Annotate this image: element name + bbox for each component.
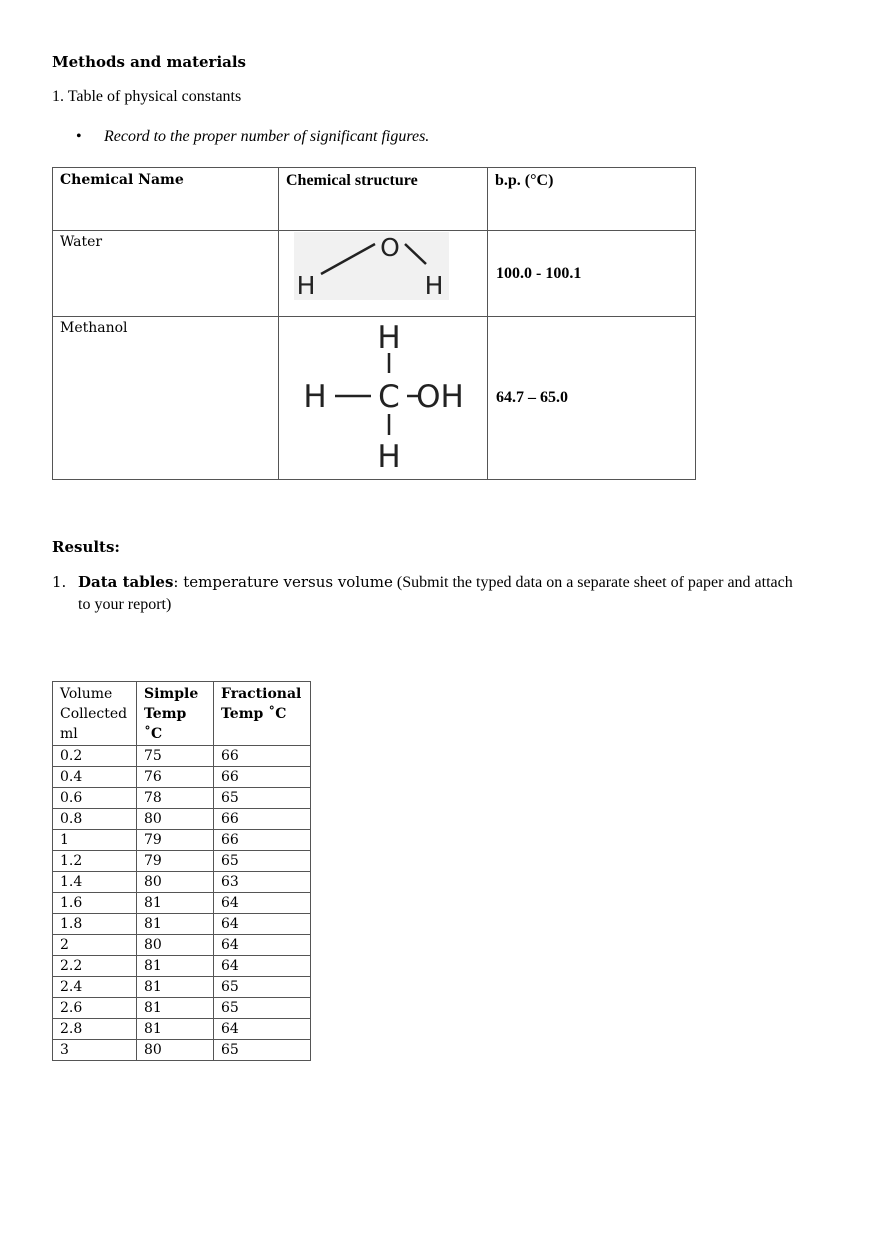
- volume-cell: 1.6: [53, 893, 137, 914]
- table-row: [53, 809, 311, 830]
- item-label: Data tables: [78, 573, 174, 591]
- table-row: [53, 956, 311, 977]
- header-line: Simple: [144, 686, 199, 702]
- results-heading: Results:: [52, 538, 120, 556]
- item-note-continuation: to your report): [78, 596, 172, 613]
- header-line: Temp: [144, 706, 187, 722]
- table-row: [53, 872, 311, 893]
- header-simple-temp: [137, 682, 214, 746]
- header-line: Volume: [60, 686, 113, 702]
- header-volume-collected: [53, 682, 137, 746]
- atom-oxygen: O: [380, 233, 400, 262]
- header-fractional-temp: [214, 682, 311, 746]
- item-number: 1.: [52, 573, 67, 591]
- volume-cell: 2.8: [53, 1019, 137, 1040]
- header-line: ml: [60, 726, 78, 742]
- header-boiling-point: b.p. (°C): [488, 168, 696, 231]
- simple-temp-cell: 81: [137, 893, 214, 914]
- fractional-temp-cell: 64: [214, 914, 311, 935]
- fractional-temp-cell: 64: [214, 935, 311, 956]
- table-header-row: [53, 168, 696, 231]
- simple-temp-cell: 81: [137, 998, 214, 1019]
- simple-temp-cell: 80: [137, 872, 214, 893]
- fractional-temp-cell: 64: [214, 1019, 311, 1040]
- atom-hydrogen-right: H: [424, 271, 444, 300]
- simple-temp-cell: 80: [137, 809, 214, 830]
- volume-cell: 0.6: [53, 788, 137, 809]
- volume-cell: 1.8: [53, 914, 137, 935]
- fractional-temp-cell: 65: [214, 851, 311, 872]
- fractional-temp-cell: 66: [214, 746, 311, 767]
- data-tables-item: [52, 572, 842, 615]
- table-row: [53, 788, 311, 809]
- volume-cell: 3: [53, 1040, 137, 1061]
- volume-cell: 1.4: [53, 872, 137, 893]
- fractional-temp-cell: 65: [214, 998, 311, 1019]
- boiling-point-water: 100.0 - 100.1: [488, 231, 696, 317]
- table-row: [53, 914, 311, 935]
- atom-hydrogen-bottom: H: [377, 439, 401, 474]
- volume-cell: 1: [53, 830, 137, 851]
- volume-cell: 0.8: [53, 809, 137, 830]
- fractional-temp-cell: 66: [214, 767, 311, 788]
- volume-cell: 1.2: [53, 851, 137, 872]
- fractional-temp-cell: 65: [214, 977, 311, 998]
- table-row: [53, 1040, 311, 1061]
- simple-temp-cell: 76: [137, 767, 214, 788]
- header-line: ˚C: [144, 726, 163, 742]
- bullet-text: Record to the proper number of significant figures.: [104, 128, 430, 145]
- volume-cell: 0.4: [53, 767, 137, 788]
- structure-water: [279, 231, 488, 317]
- data-table-header-row: [53, 682, 311, 746]
- simple-temp-cell: 79: [137, 830, 214, 851]
- simple-temp-cell: 81: [137, 1019, 214, 1040]
- bullet-icon: •: [76, 128, 82, 145]
- table-row: [53, 977, 311, 998]
- table-row: [53, 851, 311, 872]
- simple-temp-cell: 81: [137, 914, 214, 935]
- methanol-structure-diagram: [279, 317, 480, 474]
- header-line: Fractional: [221, 686, 302, 702]
- fractional-temp-cell: 65: [214, 788, 311, 809]
- volume-cell: 2.6: [53, 998, 137, 1019]
- data-table-body: [53, 746, 311, 1061]
- volume-cell: 0.2: [53, 746, 137, 767]
- volume-cell: 2.4: [53, 977, 137, 998]
- table-row: [53, 893, 311, 914]
- simple-temp-cell: 81: [137, 977, 214, 998]
- table-row: [53, 1019, 311, 1040]
- simple-temp-cell: 75: [137, 746, 214, 767]
- simple-temp-cell: 79: [137, 851, 214, 872]
- fractional-temp-cell: 64: [214, 956, 311, 977]
- table-row: [53, 767, 311, 788]
- fractional-temp-cell: 63: [214, 872, 311, 893]
- table-row-methanol: [53, 317, 696, 480]
- atom-carbon: C: [378, 379, 400, 415]
- header-line: Temp ˚C: [221, 706, 287, 722]
- methods-heading: Methods and materials: [52, 53, 247, 71]
- table-row-water: [53, 231, 696, 317]
- simple-temp-cell: 80: [137, 1040, 214, 1061]
- physical-constants-table: [52, 167, 696, 480]
- item-description: : temperature versus volume: [173, 573, 393, 591]
- table-constants-caption: 1. Table of physical constants: [52, 88, 242, 105]
- volume-cell: 2: [53, 935, 137, 956]
- simple-temp-cell: 78: [137, 788, 214, 809]
- table-row: [53, 746, 311, 767]
- temperature-volume-table: [52, 681, 311, 1061]
- chemical-name-methanol: Methanol: [53, 317, 279, 480]
- header-chemical-structure: Chemical structure: [279, 168, 488, 231]
- significant-figures-bullet: [76, 128, 429, 146]
- boiling-point-methanol: 64.7 – 65.0: [488, 317, 696, 480]
- atom-hydrogen-top: H: [377, 320, 401, 356]
- atom-hydroxyl: OH: [416, 379, 464, 415]
- table-row: [53, 830, 311, 851]
- structure-methanol: [279, 317, 488, 480]
- fractional-temp-cell: 66: [214, 809, 311, 830]
- item-note: (Submit the typed data on a separate sheet of paper and attach: [392, 574, 793, 591]
- atom-hydrogen-left: H: [296, 271, 316, 300]
- fractional-temp-cell: 65: [214, 1040, 311, 1061]
- table-row: [53, 935, 311, 956]
- water-structure-diagram: [279, 231, 480, 311]
- fractional-temp-cell: 64: [214, 893, 311, 914]
- simple-temp-cell: 81: [137, 956, 214, 977]
- header-chemical-name: Chemical Name: [53, 168, 279, 231]
- chemical-name-water: Water: [53, 231, 279, 317]
- fractional-temp-cell: 66: [214, 830, 311, 851]
- simple-temp-cell: 80: [137, 935, 214, 956]
- table-row: [53, 998, 311, 1019]
- atom-hydrogen-left: H: [303, 379, 327, 415]
- volume-cell: 2.2: [53, 956, 137, 977]
- header-line: Collected: [60, 706, 128, 722]
